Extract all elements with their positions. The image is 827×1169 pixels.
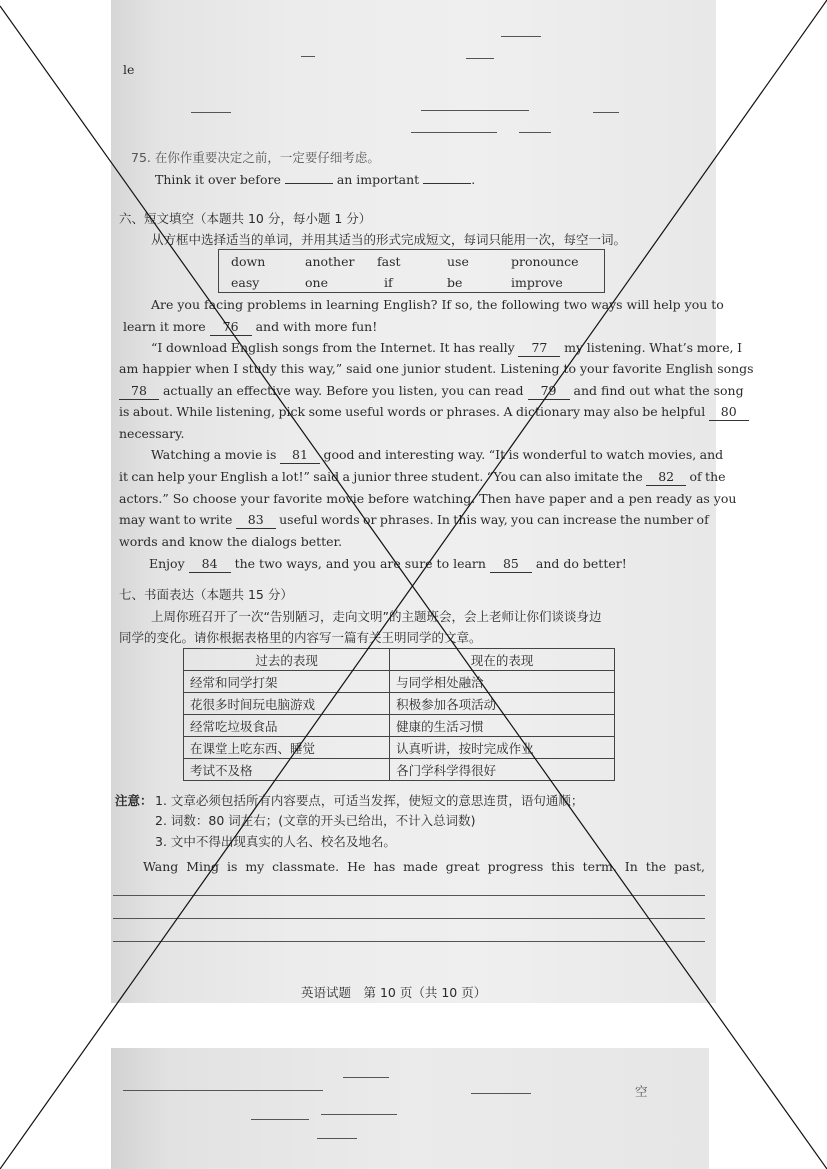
text-span: Think it over before [155,172,281,187]
blank-81[interactable]: 81 [280,447,320,464]
blank-79[interactable]: 79 [528,383,570,400]
text-span: good and interesting way. “It is wonderful to watch movies, and [323,447,724,462]
note-item: 3. 文中不得出现真实的人名、校名及地名。 [155,834,396,849]
table-header: 现在的表现 [390,649,615,671]
table-cell: 在课堂上吃东西、睡觉 [184,737,390,759]
passage-line: Are you facing problems in learning English? If so, the following two ways will help you to [151,297,724,312]
text-span: “I download English songs from the Internet. It has really [151,340,515,355]
table-cell: 与同学相处融洽 [390,671,615,693]
text-span: Watching a movie is [151,447,277,462]
section-7-instruction: 同学的变化。请你根据表格里的内容写一篇有关王明同学的文章。 [119,630,482,645]
blank-78[interactable]: 78 [119,383,159,400]
text-span: it can help your English a lot!” said a junior three student. “You can also imitate the [119,469,643,484]
table-header: 过去的表现 [184,649,390,671]
blank-77[interactable]: 77 [518,340,560,357]
essay-starter: Wang Ming is my classmate. He has made great progress this term. In the past, [143,859,705,874]
text-span: Enjoy [149,556,185,571]
blank-82[interactable]: 82 [646,469,686,486]
word-option: if [384,275,393,290]
text-span: and with more fun! [255,319,378,334]
text-span: actually an effective way. Before you listen, you can read [162,383,524,398]
word-option: improve [511,275,563,290]
passage-line: am happier when I study this way,” said one junior student. Listening to your favorite English songs [119,361,754,376]
word-option: down [231,254,266,269]
blank-76[interactable]: 76 [210,319,252,336]
blank-85[interactable]: 85 [490,556,532,573]
text-span: is about. While listening, pick some useful words or phrases. A dictionary may also be helpful [119,404,706,419]
word-option: one [305,275,328,290]
word-option: use [447,254,469,269]
passage-line: necessary. [119,426,185,441]
word-option: another [305,254,355,269]
section-7-heading: 七、书面表达（本题共 15 分） [119,587,293,602]
note-item: 2. 词数：80 词左右；(文章的开头已给出，不计入总词数) [155,813,476,828]
text-span: learn it more [123,319,206,334]
word-option: pronounce [511,254,579,269]
text-span: of the [689,469,726,484]
text-span: may want to write [119,512,233,527]
table-cell: 各门学科学得很好 [390,759,615,781]
table-cell: 积极参加各项活动 [390,693,615,715]
fragment-text: 空 [635,1084,648,1099]
word-option: easy [231,275,260,290]
table-cell: 认真听讲，按时完成作业 [390,737,615,759]
text-span: and do better! [535,556,627,571]
page-footer: 英语试题 第 10 页（共 10 页） [301,985,487,1000]
blank-83[interactable]: 83 [236,512,276,529]
passage-line: actors.” So choose your favorite movie before watching. Then have paper and a pen ready as you [119,491,737,506]
section-6-heading: 六、短文填空（本题共 10 分，每小题 1 分） [119,211,372,226]
table-cell: 考试不及格 [184,759,390,781]
fragment-text: le [123,62,135,77]
text-span: the two ways, and you are sure to learn [234,556,486,571]
note-item: 1. 文章必须包括所有内容要点，可适当发挥，使短文的意思连贯，语句通顺； [155,793,584,808]
table-cell: 健康的生活习惯 [390,715,615,737]
table-cell: 经常吃垃圾食品 [184,715,390,737]
text-span: . [471,172,476,187]
text-span: and find out what the song [573,383,744,398]
section-7-instruction: 上周你班召开了一次“告别陋习，走向文明”的主题班会，会上老师让你们谈谈身边 [151,609,602,624]
blank-84[interactable]: 84 [189,556,231,573]
word-option: be [447,275,463,290]
text-span: useful words or phrases. In this way, you can increase the number of [279,512,709,527]
text-span: an important [336,172,420,187]
item-75-chinese: 75. 在你作重要决定之前，一定要仔细考虑。 [131,150,380,165]
blank-80[interactable]: 80 [709,404,749,421]
word-option: fast [377,254,401,269]
text-span: my listening. What’s more, I [564,340,743,355]
section-6-instruction: 从方框中选择适当的单词，并用其适当的形式完成短文，每词只能用一次，每空一词。 [151,232,627,247]
table-cell: 花很多时间玩电脑游戏 [184,693,390,715]
table-cell: 经常和同学打架 [184,671,390,693]
passage-line: words and know the dialogs better. [119,534,343,549]
notes-label: 注意： [115,793,153,808]
